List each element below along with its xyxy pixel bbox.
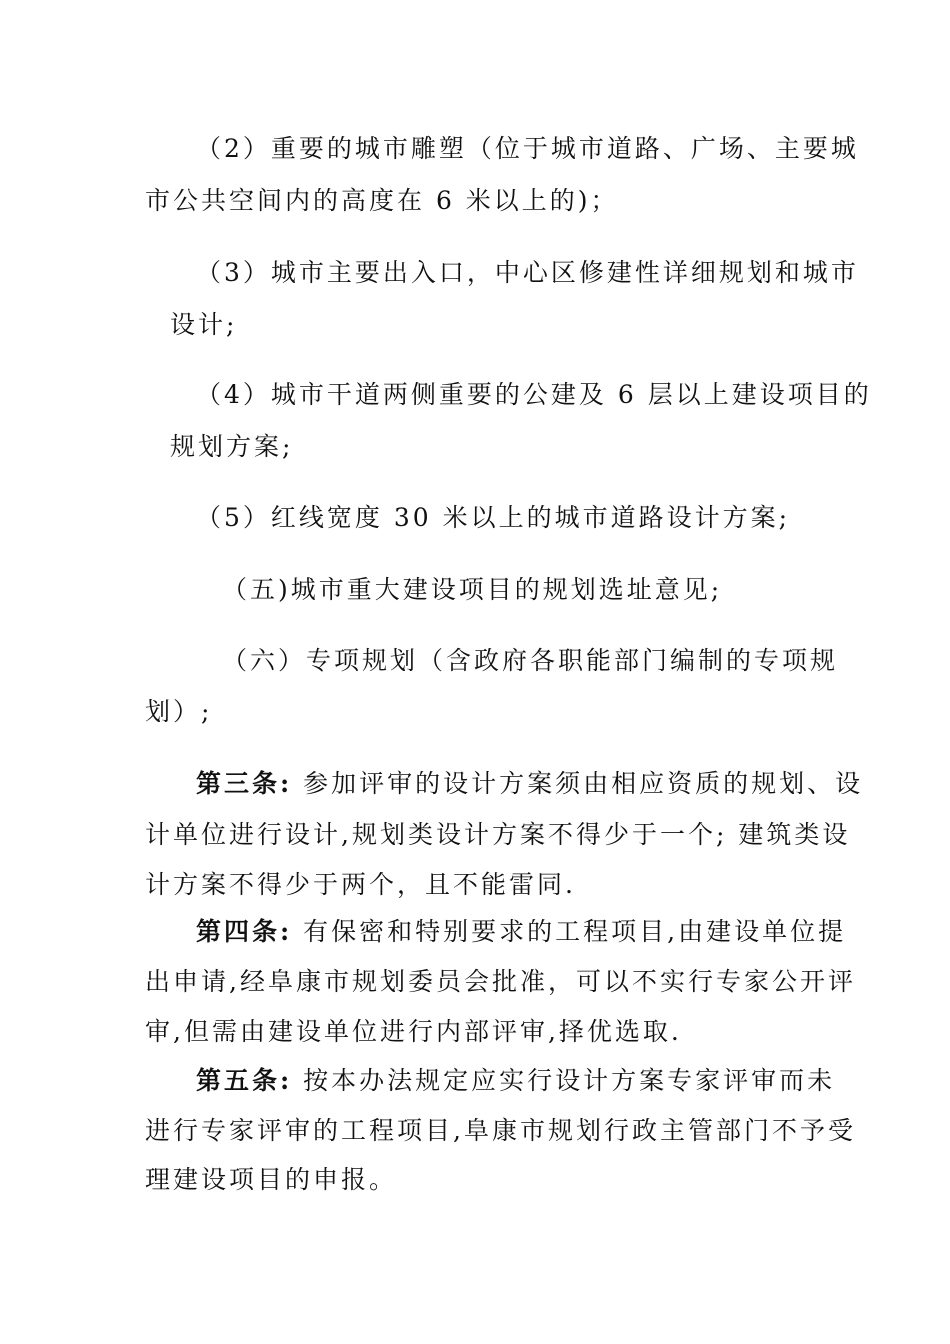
item-five-line-1: （五)城市重大建设项目的规划选址意见; (222, 575, 723, 604)
article-5-line-3: 理建设项目的申报。 (145, 1165, 398, 1194)
item-5-line-1: （5）红线宽度 30 米以上的城市道路设计方案; (196, 503, 791, 532)
article-3-line-3: 计方案不得少于两个，且不能雷同. (145, 870, 576, 899)
article-4-line-1 (196, 917, 846, 947)
item-3-line-1: （3）城市主要出入口，中心区修建性详细规划和城市 (196, 258, 859, 287)
item-six-line-1: （六）专项规划（含政府各职能部门编制的专项规 (222, 646, 839, 675)
item-2-line-2: 市公共空间内的高度在 6 米以上的)； (145, 186, 619, 215)
article-4-label: 第四条: (196, 917, 293, 946)
item-3-line-2: 设计; (170, 310, 238, 339)
article-3-line-2: 计单位进行设计,规划类设计方案不得少于一个; 建筑类设 (145, 820, 851, 849)
article-3-label: 第三条: (196, 769, 293, 798)
article-3-text: 参加评审的设计方案须由相应资质的规划、设 (292, 769, 864, 798)
article-5-line-1 (196, 1066, 835, 1096)
article-3-line-1 (196, 769, 863, 799)
article-4-line-3: 审,但需由建设单位进行内部评审,择优选取. (145, 1017, 682, 1046)
article-4-line-2: 出申请,经阜康市规划委员会批准，可以不实行专家公开评 (145, 967, 856, 996)
article-5-label: 第五条: (196, 1066, 293, 1095)
item-4-line-1: （4）城市干道两侧重要的公建及 6 层以上建设项目的 (196, 380, 872, 409)
article-5-text: 按本办法规定应实行设计方案专家评审而未 (292, 1066, 836, 1095)
item-4-line-2: 规划方案; (170, 432, 294, 461)
item-2-line-1: （2）重要的城市雕塑（位于城市道路、广场、主要城 (196, 134, 859, 163)
item-six-line-2: 划）; (145, 697, 213, 726)
article-5-line-2: 进行专家评审的工程项目,阜康市规划行政主管部门不予受 (145, 1116, 856, 1145)
article-4-text: 有保密和特别要求的工程项目,由建设单位提 (292, 917, 847, 946)
